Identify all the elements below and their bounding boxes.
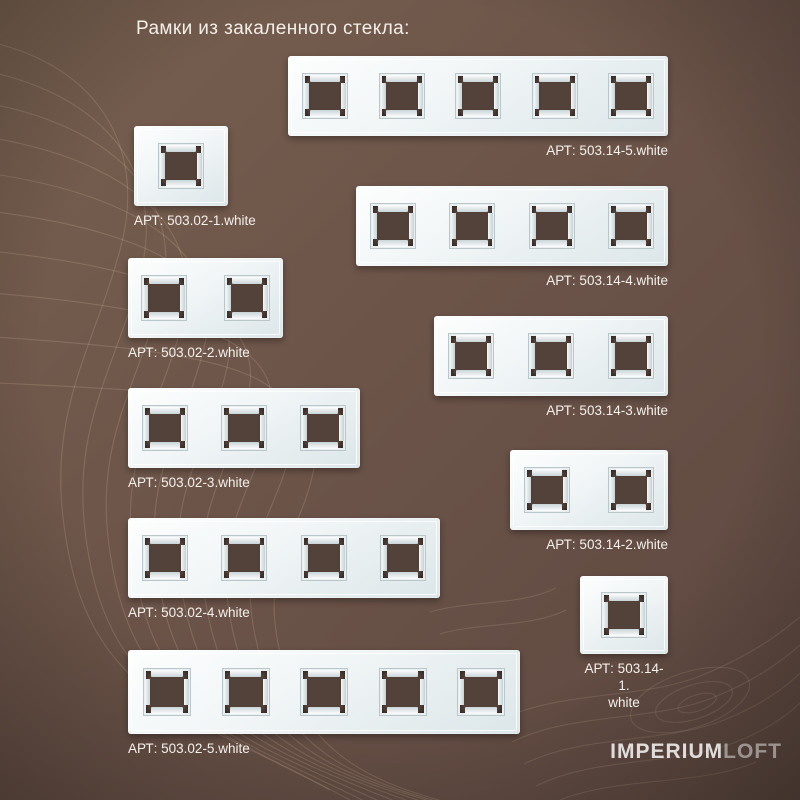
frame-openings — [144, 278, 267, 318]
opening-clamp-left — [457, 83, 462, 109]
frame-opening — [460, 671, 502, 713]
opening-clamp-left — [534, 83, 539, 109]
opening-clamp-right — [340, 545, 345, 571]
frame-openings — [305, 76, 651, 116]
frame-opening — [382, 76, 422, 116]
opening-clamp-right — [181, 415, 186, 441]
frame-openings — [451, 336, 651, 376]
frame-opening — [532, 206, 572, 246]
frame-openings — [527, 470, 651, 510]
product-caption: АРТ: 503.14-1. white — [584, 661, 664, 710]
opening-clamp-right — [567, 343, 572, 369]
frame-image — [510, 450, 668, 530]
opening-clamp-left — [451, 213, 456, 239]
frame-opening — [304, 538, 344, 578]
opening-clamp-right — [420, 679, 425, 706]
product-caption: АРТ: 503.02-3.white — [128, 475, 250, 490]
frame-image — [128, 650, 520, 734]
product-item[interactable] — [510, 450, 668, 552]
frame-opening — [227, 278, 267, 318]
product-item[interactable] — [134, 126, 256, 228]
opening-clamp-right — [263, 285, 268, 311]
frame-image — [128, 518, 440, 598]
opening-clamp-left — [160, 153, 165, 179]
frame-opening — [305, 76, 345, 116]
opening-clamp-right — [647, 213, 652, 239]
product-caption: АРТ: 503.02-5.white — [128, 741, 250, 756]
frame-opening — [458, 76, 498, 116]
opening-clamp-right — [568, 213, 573, 239]
opening-clamp-right — [339, 415, 344, 441]
frame-opening — [145, 408, 185, 448]
opening-clamp-right — [181, 545, 186, 571]
product-item[interactable] — [128, 518, 440, 620]
frame-image — [128, 388, 360, 468]
product-caption: АРТ: 503.02-4.white — [128, 605, 250, 620]
product-caption: АРТ: 503.14-4.white — [546, 273, 668, 288]
opening-clamp-left — [143, 285, 148, 311]
opening-clamp-right — [418, 83, 423, 109]
opening-clamp-left — [382, 545, 387, 571]
frame-opening — [531, 336, 571, 376]
frame-opening — [452, 206, 492, 246]
opening-clamp-left — [223, 415, 228, 441]
opening-clamp-left — [610, 343, 615, 369]
opening-clamp-right — [341, 679, 346, 706]
opening-clamp-right — [647, 343, 652, 369]
frame-opening — [611, 470, 651, 510]
product-caption: АРТ: 503.14-5.white — [546, 143, 668, 158]
frame-opening — [535, 76, 575, 116]
frame-openings — [597, 595, 651, 635]
opening-clamp-right — [488, 213, 493, 239]
frame-image — [128, 258, 283, 338]
opening-clamp-right — [263, 679, 268, 706]
opening-clamp-left — [303, 545, 308, 571]
opening-clamp-right — [260, 545, 265, 571]
opening-clamp-left — [603, 602, 608, 628]
opening-clamp-left — [531, 213, 536, 239]
opening-clamp-right — [184, 679, 189, 706]
frame-opening — [144, 278, 184, 318]
opening-clamp-right — [647, 477, 652, 503]
opening-clamp-right — [260, 415, 265, 441]
opening-clamp-left — [226, 285, 231, 311]
opening-clamp-left — [223, 545, 228, 571]
product-caption: АРТ: 503.14-3.white — [546, 403, 668, 418]
opening-clamp-right — [180, 285, 185, 311]
opening-clamp-right — [571, 83, 576, 109]
frame-opening — [611, 76, 651, 116]
watermark-main: IMPERIUM — [610, 740, 724, 763]
frame-image — [434, 316, 668, 396]
frame-image — [288, 56, 668, 136]
product-caption: АРТ: 503.14-2.white — [546, 537, 668, 552]
opening-clamp-left — [381, 83, 386, 109]
opening-clamp-right — [640, 602, 645, 628]
frame-image — [580, 576, 668, 654]
frame-opening — [611, 206, 651, 246]
frame-opening — [224, 538, 264, 578]
opening-clamp-left — [144, 415, 149, 441]
opening-clamp-left — [610, 477, 615, 503]
opening-clamp-left — [530, 343, 535, 369]
opening-clamp-left — [610, 83, 615, 109]
opening-clamp-left — [302, 415, 307, 441]
opening-clamp-left — [304, 83, 309, 109]
opening-clamp-right — [409, 213, 414, 239]
frame-opening — [383, 538, 423, 578]
product-item[interactable] — [128, 650, 520, 756]
opening-clamp-left — [302, 679, 307, 706]
frame-opening — [611, 336, 651, 376]
opening-clamp-right — [494, 83, 499, 109]
opening-clamp-right — [498, 679, 503, 706]
opening-clamp-left — [372, 213, 377, 239]
frame-opening — [146, 671, 188, 713]
opening-clamp-right — [487, 343, 492, 369]
opening-clamp-left — [459, 679, 464, 706]
opening-clamp-left — [145, 679, 150, 706]
frame-opening — [224, 408, 264, 448]
watermark-secondary: LOFT — [723, 740, 782, 763]
opening-clamp-left — [381, 679, 386, 706]
opening-clamp-left — [610, 213, 615, 239]
opening-clamp-right — [419, 545, 424, 571]
product-caption: АРТ: 503.02-2.white — [128, 345, 250, 360]
product-item[interactable] — [288, 56, 668, 158]
frame-openings — [151, 146, 211, 186]
opening-clamp-left — [526, 477, 531, 503]
frame-opening — [527, 470, 567, 510]
frame-opening — [161, 146, 201, 186]
opening-clamp-right — [197, 153, 202, 179]
frame-opening — [303, 671, 345, 713]
opening-clamp-right — [563, 477, 568, 503]
frame-opening — [225, 671, 267, 713]
opening-clamp-left — [144, 545, 149, 571]
frame-openings — [373, 206, 651, 246]
frame-opening — [373, 206, 413, 246]
watermark — [610, 740, 782, 764]
product-item[interactable] — [128, 258, 283, 360]
opening-clamp-left — [450, 343, 455, 369]
frame-opening — [145, 538, 185, 578]
frame-image — [356, 186, 668, 266]
opening-clamp-left — [224, 679, 229, 706]
product-caption: АРТ: 503.02-1.white — [134, 213, 256, 228]
frame-openings — [145, 538, 423, 578]
frame-image — [134, 126, 228, 206]
product-item[interactable] — [434, 316, 668, 418]
product-item[interactable] — [580, 576, 668, 712]
page-title: Рамки из закаленного стекла: — [136, 18, 410, 39]
product-item[interactable] — [128, 388, 360, 490]
product-item[interactable] — [356, 186, 668, 288]
frame-opening — [303, 408, 343, 448]
frame-opening — [604, 595, 644, 635]
frame-opening — [451, 336, 491, 376]
frame-opening — [382, 671, 424, 713]
frame-openings — [145, 408, 343, 448]
opening-clamp-right — [647, 83, 652, 109]
frame-openings — [146, 671, 502, 713]
opening-clamp-right — [341, 83, 346, 109]
